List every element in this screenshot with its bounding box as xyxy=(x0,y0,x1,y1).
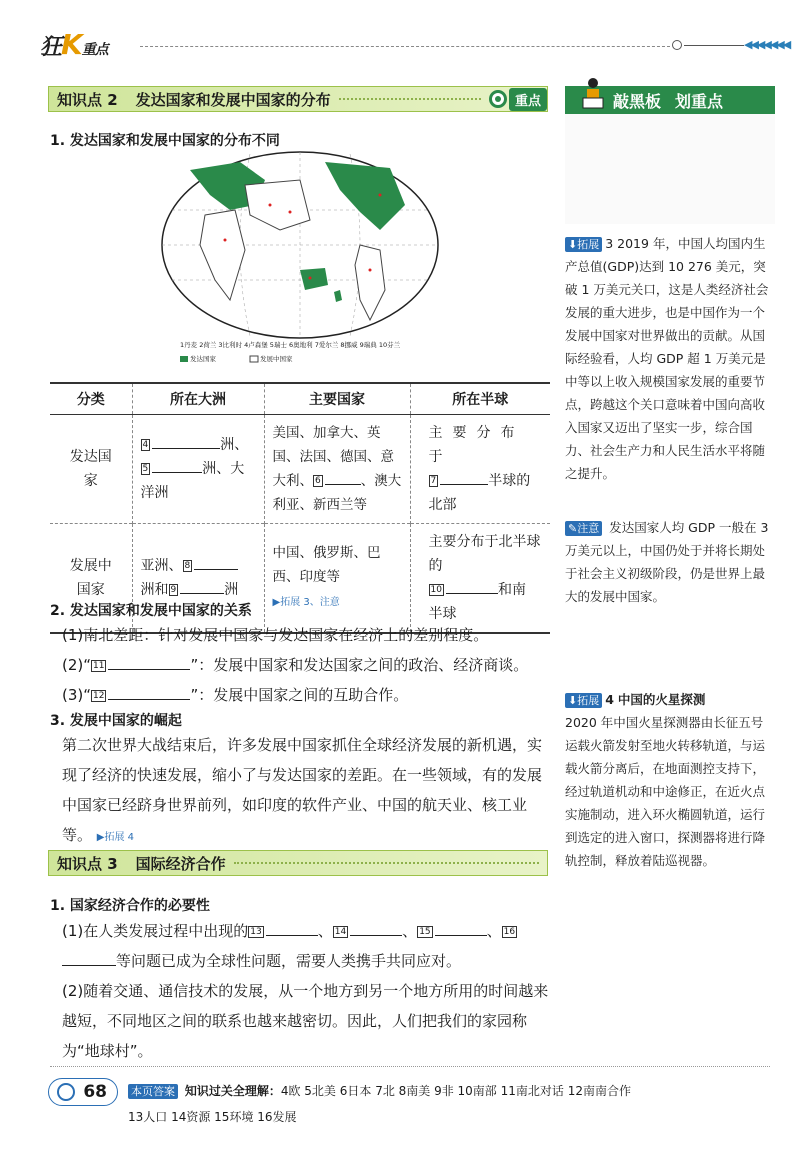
answer-blank[interactable] xyxy=(194,569,238,570)
side-panel-header: 敲黑板 划重点 xyxy=(565,86,775,114)
clock-icon xyxy=(57,1083,75,1101)
answer-blank[interactable] xyxy=(152,448,220,449)
section-header-3 xyxy=(48,850,548,876)
subheading: 1. 国家经济合作的必要性 xyxy=(50,898,210,914)
brand-logo: 狂K重点 xyxy=(40,28,108,61)
expand-link[interactable]: ▶拓展 4 xyxy=(96,832,135,843)
section-title: 发达国家和发展中国家的分布 xyxy=(135,90,331,109)
answers-footer: 本页答案 知识过关全理解：4欧 5北美 6日本 7北 8南美 9非 10南部 11南北对话 12南南合作 13人口 14资源 15环境 16发展 xyxy=(128,1084,631,1124)
answer-blank[interactable] xyxy=(446,593,498,594)
section-number: 知识点 2 xyxy=(57,90,118,109)
caution-tag: ✎注意 xyxy=(565,521,602,536)
section-title: 国际经济合作 xyxy=(135,854,226,873)
section-number: 知识点 3 xyxy=(57,854,118,873)
target-icon xyxy=(489,90,507,108)
answer-blank[interactable] xyxy=(440,484,488,485)
table-row: 发展中国家 亚洲、 8 洲和 9 洲 中国、俄罗斯、巴西、印度等 ▶拓展 3、注意 主要分布于北半球的 10 和南 半球 xyxy=(50,523,550,632)
page-number: 68 xyxy=(48,1078,118,1106)
answer-blank[interactable] xyxy=(350,935,402,936)
answer-blank[interactable] xyxy=(62,965,102,966)
subheading: 1. 发达国家和发展中国家的分布不同 xyxy=(50,133,280,149)
map-legend: 1丹麦 2荷兰 3比利时 4卢森堡 5瑞士 6奥地利 7爱尔兰 8挪威 9瑞典 10芬兰 xyxy=(180,341,401,349)
side-note-caution: ✎注意 发达国家人均 GDP 一般在 3 万美元以上，中国仍处于并将长期处于社会主义初级阶段，仍是世界上最大的发展中国家。 xyxy=(565,520,769,604)
subheading: 2. 发达国家和发展中国家的关系 xyxy=(50,603,252,619)
side-note-expand3: ⬇拓展 3 2019 年，中国人均国内生产总值(GDP)达到 10 276 美元，突破 1 万美元关口，这是人类经济社会发展的重大进步，也是中国作为一个发展中国家对世界做出的贡献。从国际经验看，人均 GDP 超 1 万美元是中等以上收入规模国家发展的重要节点，跨越这个关口意味着中国向高收入国家又迈出了坚实一步，综合国力、社会生产力和人民生活水平将随之提升。 xyxy=(565,236,769,481)
side-blank-area xyxy=(565,114,775,224)
expand-link[interactable]: ▶拓展 3、注意 xyxy=(272,596,340,608)
relations-list: (1)南北差距：针对发展中国家与发达国家在经济上的差别程度。 (2)“ 11 ”：发展中国家和发达国家之间的政治、经济商谈。 (3)“ 12 ”：发展中国家之间的互助合作。 xyxy=(62,626,529,704)
side-note-expand4: ⬇拓展 4 中国的火星探测 2020 年中国火星探测器由长征五号运载火箭发射至地火转移轨道，与运载火箭分离后，在地面测控支持下，经过轨道机动和中途修正，在近火点实施制动，进入环火椭圆轨道，运行到选定的进入窗口，探测器将进行降轨控制，释放着陆巡视器。 xyxy=(565,692,766,868)
expand-tag: ⬇拓展 xyxy=(565,693,602,708)
header-divider xyxy=(140,46,670,47)
table-row: 发达国家 4 洲、 5 洲、大 洋洲 美国、加拿大、英国、法国、德国、意大利、 6 、澳大利亚、新西兰等 主要分布于 7 半球的 北部 xyxy=(50,414,550,523)
key-badge: 重点 xyxy=(489,88,547,111)
answers-tag: 本页答案 xyxy=(128,1084,178,1099)
answer-blank[interactable] xyxy=(108,669,190,670)
teacher-icon xyxy=(579,76,607,112)
cooperation-paragraph-2: (2)随着交通、通信技术的发展，从一个地方到另一个地方所用的时间越来越短，不同地区之间的联系也越来越密切。因此，人们把我们的家园称为“地球村”。 xyxy=(62,982,549,1060)
answer-blank[interactable] xyxy=(325,484,361,485)
footer-divider xyxy=(50,1066,770,1067)
section-header-2 xyxy=(48,86,548,112)
header-divider-2 xyxy=(684,45,744,46)
answer-blank[interactable] xyxy=(108,699,190,700)
answer-blank[interactable] xyxy=(180,593,224,594)
answer-blank[interactable] xyxy=(152,472,202,473)
rise-paragraph: 第二次世界大战结束后，许多发展中国家抓住全球经济发展的新机遇，实现了经济的快速发展，缩小了与发达国家的差距。在一些领域，有的发展中国家已经跻身世界前列，如印度的软件产业、中国的航天业、核工业等。 ▶拓展 4 xyxy=(62,736,543,844)
distribution-table: 分类 所在大洲 主要国家 所在半球 发达国家 4 洲、 5 洲、大 洋洲 美国、加拿大、英国、法国、德国、意大利、 6 、澳大利亚、新西兰等 主要分布于 7 半球的 北部 发展中国家 亚洲、 8 洲和 9 洲 中国、俄罗斯、巴西、印度等 ▶拓展 3、注意 主要分布于北半球的 10 和南 半球 xyxy=(50,382,550,634)
subheading: 3. 发展中国家的崛起 xyxy=(50,713,182,729)
world-map: 1丹麦 2荷兰 3比利时 4卢森堡 5瑞士 6奥地利 7爱尔兰 8挪威 9瑞典 10芬兰 发达国家 发展中国家 xyxy=(150,150,450,370)
answer-blank[interactable] xyxy=(266,935,318,936)
arrows-icon: ◀◀◀◀◀◀◀ xyxy=(744,38,790,51)
answer-blank[interactable] xyxy=(435,935,487,936)
expand-tag: ⬇拓展 xyxy=(565,237,602,252)
cooperation-paragraph: (1)在人类发展过程中出现的 13 、 14 、 15 、 16等问题已成为全球性问题，需要人类携手共同应对。 xyxy=(62,922,516,970)
circle-icon xyxy=(672,40,682,50)
